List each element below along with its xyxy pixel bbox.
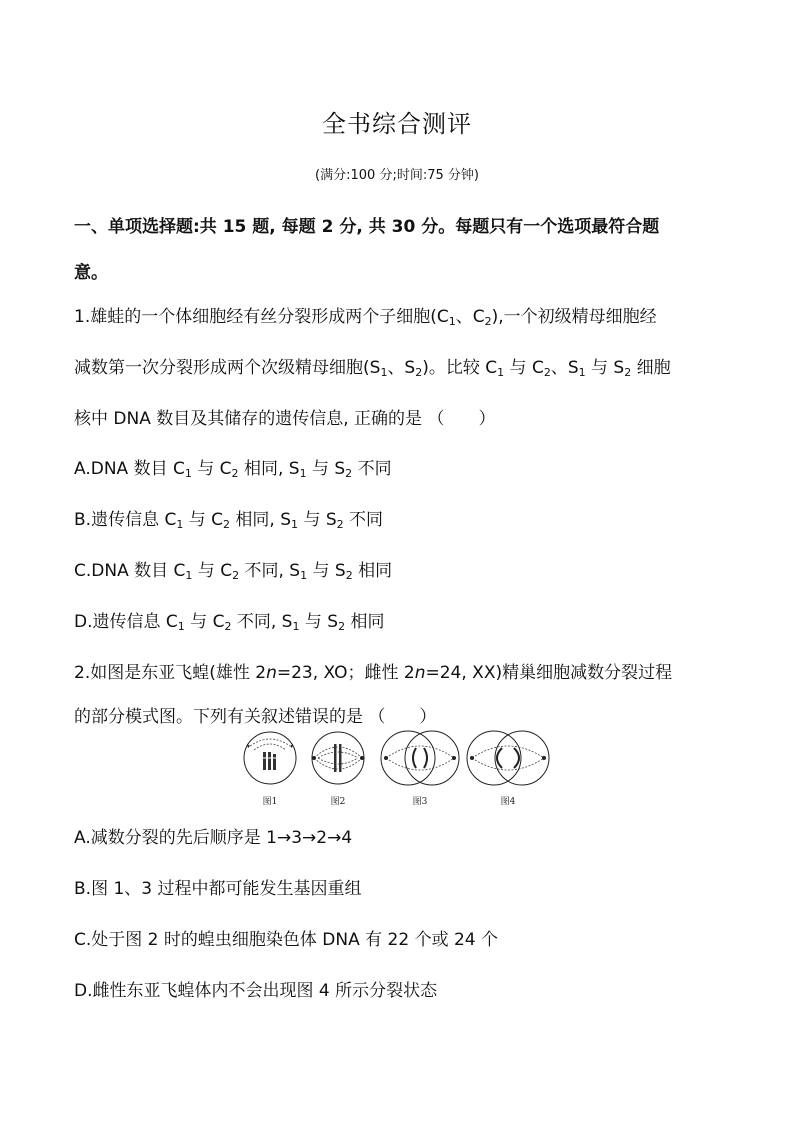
score-time-info: (满分:100 分;时间:75 分钟) — [315, 168, 479, 183]
q2-option-b[interactable]: B.图 1、3 过程中都可能发生基因重组 — [74, 879, 362, 899]
q1-option-b[interactable]: B.遗传信息 $C_1$ 与 $C_2$ 相同, $S_1$ 与 $S_2$ 不同 — [74, 510, 384, 531]
q2-option-a[interactable]: A.减数分裂的先后顺序是 1→3→2→4 — [74, 828, 353, 848]
q1-option-d[interactable]: D.遗传信息 $C_1$ 与 $C_2$ 不同, $S_1$ 与 $S_2$ 相同 — [74, 612, 385, 633]
q2-option-c[interactable]: C.处于图 2 时的蝗虫细胞染色体 DNA 有 22 个或 24 个 — [74, 930, 499, 950]
meiosis-figures — [236, 728, 556, 810]
figure-4-label: 图4 — [500, 797, 516, 807]
figure-2-cell — [312, 732, 364, 784]
page-title: 全书综合测评 — [322, 110, 472, 138]
figure-3-cell — [381, 731, 459, 785]
figure-3-label: 图3 — [412, 797, 428, 807]
section-heading-cont: 意。 — [74, 263, 108, 283]
q1-stem-line3: 核中 DNA 数目及其储存的遗传信息, 正确的是 （ ） — [74, 409, 496, 429]
q1-option-a[interactable]: A.DNA 数目 $C_1$ 与 $C_2$ 相同, $S_1$ 与 $S_2$ 不同 — [74, 459, 392, 480]
figure-4-cell — [467, 731, 549, 785]
figure-1-label: 图1 — [262, 797, 278, 807]
q2-stem-line2: 的部分模式图。下列有关叙述错误的是 （ ） — [74, 707, 437, 727]
q1-option-c[interactable]: C.DNA 数目 $C_1$ 与 $C_2$ 不同, $S_1$ 与 $S_2$ 相同 — [74, 561, 393, 582]
figure-2-label: 图2 — [330, 797, 346, 807]
q2-stem-line1: 2.如图是东亚飞蝗(雄性 2n=23, XO；雌性 2n=24, XX)精巢细胞减数分裂过程 — [74, 663, 673, 683]
section-heading: 一、单项选择题:共 15 题, 每题 2 分, 共 30 分。每题只有一个选项最符合题 — [74, 217, 660, 237]
figure-1-cell — [244, 732, 296, 784]
q1-stem-line1: 1.雄蛙的一个体细胞经有丝分裂形成两个子细胞($C_1$、$C_2$),一个初级精母细胞经 — [74, 307, 657, 328]
q1-stem-line2: 减数第一次分裂形成两个次级精母细胞($S_1$、$S_2$)。比较 $C_1$ 与 $C_2$、$S_1$ 与 $S_2$ 细胞 — [74, 358, 671, 379]
q2-option-d[interactable]: D.雌性东亚飞蝗体内不会出现图 4 所示分裂状态 — [74, 981, 438, 1001]
